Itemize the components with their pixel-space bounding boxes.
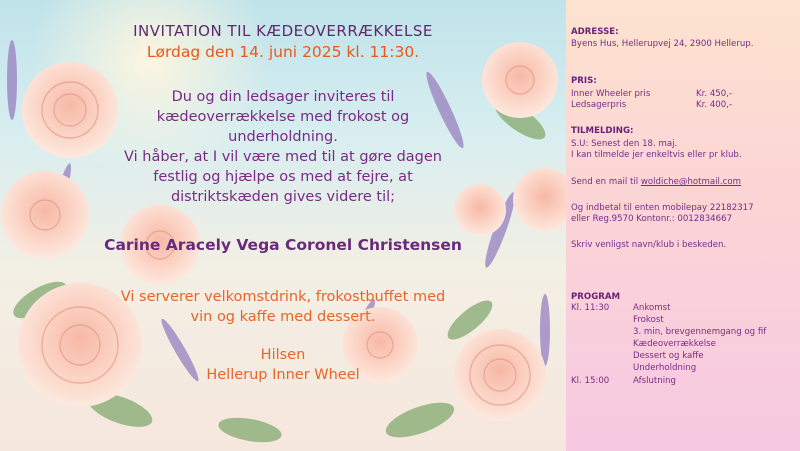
closing-greeting: Hilsen bbox=[260, 347, 306, 363]
payment-line: Og indbetal til enten mobilepay 22182317 bbox=[571, 203, 754, 213]
address-text: Byens Hus, Hellerupvej 24, 2900 Hellerup. bbox=[571, 39, 754, 49]
message-instruction: Skriv venligst navn/klub i beskeden. bbox=[571, 240, 727, 250]
program-time: Kl. 15:00 bbox=[571, 376, 610, 386]
program-item: Underholdning bbox=[633, 363, 697, 373]
price-label: Ledsagerpris bbox=[571, 100, 627, 110]
serving-line: vin og kaffe med dessert. bbox=[190, 309, 376, 325]
price-header: PRIS: bbox=[571, 76, 597, 86]
program-time: Kl. 11:30 bbox=[571, 303, 610, 313]
program-item: Kædeoverrækkelse bbox=[633, 339, 716, 349]
program-item: Afslutning bbox=[633, 376, 677, 386]
program-item: Ankomst bbox=[633, 303, 671, 313]
signup-note: I kan tilmelde jer enkeltvis eller pr klub. bbox=[571, 150, 742, 160]
program-item: 3. min, brevgennemgang og fif bbox=[633, 327, 767, 337]
program-item: Frokost bbox=[633, 315, 664, 325]
invitation-title: INVITATION TIL KÆDEOVERRÆKKELSE bbox=[133, 22, 433, 40]
intro-line: kædeoverrækkelse med frokost og bbox=[156, 109, 410, 125]
closing-signature: Hellerup Inner Wheel bbox=[206, 367, 360, 383]
serving-line: Vi serverer velkomstdrink, frokostbuffet med bbox=[120, 289, 446, 305]
price-value: Kr. 450,- bbox=[696, 89, 733, 99]
info-panel bbox=[566, 0, 800, 451]
address-header: ADRESSE: bbox=[571, 27, 619, 37]
intro-line: Du og din ledsager inviteres til bbox=[171, 89, 395, 105]
payment-account: eller Reg.9570 Kontonr.: 0012834667 bbox=[571, 214, 733, 224]
signup-deadline: S.U: Senest den 18. maj. bbox=[571, 139, 678, 149]
mail-prefix: Send en mail til bbox=[571, 177, 639, 187]
price-label: Inner Wheeler pris bbox=[571, 89, 651, 99]
program-item: Dessert og kaffe bbox=[633, 351, 704, 361]
mail-line bbox=[571, 177, 741, 187]
recipient-name: Carine Aracely Vega Coronel Christensen bbox=[104, 236, 462, 254]
intro-line: Vi håber, at I vil være med til at gøre dagen bbox=[124, 149, 442, 165]
intro-line: underholdning. bbox=[228, 129, 338, 145]
signup-header: TILMELDING: bbox=[571, 126, 634, 136]
event-date: Lørdag den 14. juni 2025 kl. 11:30. bbox=[146, 43, 420, 61]
intro-line: festlig og hjælpe os med at fejre, at bbox=[153, 169, 413, 185]
price-value: Kr. 400,- bbox=[696, 100, 733, 110]
intro-line: distriktskæden gives videre til; bbox=[170, 189, 396, 205]
program-header: PROGRAM bbox=[571, 292, 621, 302]
mail-link[interactable]: woldiche@hotmail.com bbox=[640, 177, 742, 187]
